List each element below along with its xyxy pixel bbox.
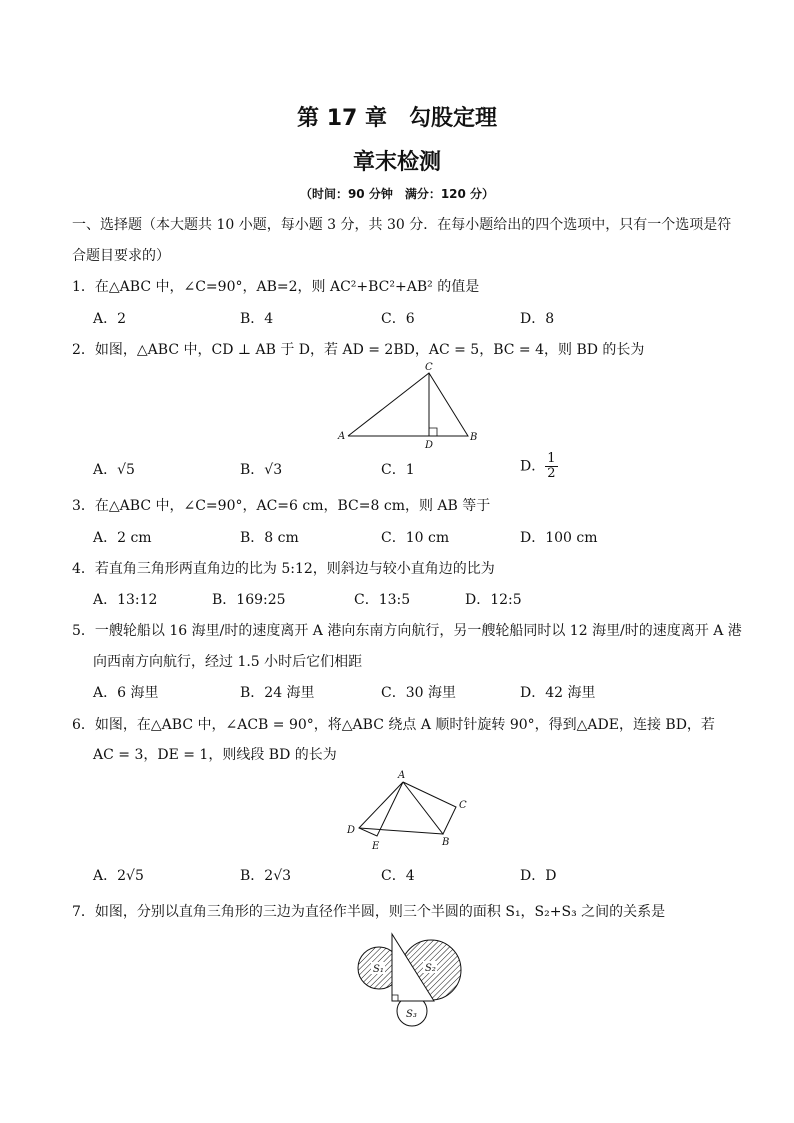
chapter-title: 第 17 章 勾股定理 — [297, 106, 497, 131]
question-6-stem-line2: AC = 3，DE = 1，则线段 BD 的长为 — [93, 747, 337, 763]
q2-option-d — [520, 452, 558, 481]
q2-option-b: B．√3 — [240, 462, 283, 478]
q3-option-a: A．2 cm — [93, 530, 152, 546]
q4-option-b: B．169:25 — [212, 592, 286, 608]
q5-option-c: C．30 海里 — [381, 685, 456, 701]
section-instructions-line1: 一、选择题（本大题共 10 小题，每小题 3 分，共 30 分．在每小题给出的四个选项中，只有一个选项是符 — [72, 217, 732, 233]
q7-label-s3: S₃ — [406, 1009, 417, 1020]
q3-option-d: D．100 cm — [520, 530, 598, 546]
q3-option-b: B．8 cm — [240, 530, 299, 546]
q2-label-a: A — [338, 431, 346, 442]
question-1-stem: 1．在△ABC 中，∠C=90°，AB=2，则 AC²+BC²+AB² 的值是 — [72, 279, 480, 295]
q6-option-c: C．4 — [381, 868, 415, 884]
q1-option-d: D．8 — [520, 311, 555, 327]
q4-option-a: A．13:12 — [93, 592, 158, 608]
question-5-stem-line1: 5．一艘轮船以 16 海里/时的速度离开 A 港向东南方向航行，另一艘轮船同时以 12 海里/时的速度离开 A 港 — [72, 623, 742, 639]
question-7-stem: 7．如图，分别以直角三角形的三边为直径作半圆，则三个半圆的面积 S₁，S₂+S₃ 之间的关系是 — [72, 904, 666, 920]
q2-right-angle-mark — [429, 428, 437, 436]
exam-meta: （时间：90 分钟 满分：120 分） — [299, 187, 495, 201]
q7-figure — [355, 928, 465, 1028]
q2-option-d-fraction — [545, 452, 557, 481]
q2-option-c: C．1 — [381, 462, 415, 478]
q2-option-a: A．√5 — [93, 462, 135, 478]
question-3-stem: 3．在△ABC 中，∠C=90°，AC=6 cm，BC=8 cm，则 AB 等于 — [72, 498, 491, 514]
fraction-denominator: 2 — [547, 466, 556, 481]
q5-option-a: A．6 海里 — [93, 685, 159, 701]
q6-label-c: C — [459, 800, 467, 811]
question-4-stem: 4．若直角三角形两直角边的比为 5:12，则斜边与较小直角边的比为 — [72, 561, 495, 577]
section-instructions-line2: 合题目要求的） — [72, 248, 170, 264]
q6-option-a: A．2√5 — [93, 868, 144, 884]
q6-label-b: B — [442, 837, 450, 848]
q6-option-d: D．D — [520, 868, 557, 884]
question-5-stem-line2: 向西南方向航行，经过 1.5 小时后它们相距 — [93, 654, 363, 670]
q2-label-d: D — [425, 440, 434, 451]
q6-label-e: E — [372, 841, 380, 852]
q7-label-s1: S₁ — [373, 964, 384, 975]
q1-option-a: A．2 — [93, 311, 127, 327]
q2-figure — [333, 360, 483, 450]
q6-label-a: A — [398, 770, 406, 781]
q5-option-b: B．24 海里 — [240, 685, 315, 701]
q6-option-b: B．2√3 — [240, 868, 292, 884]
fraction-numerator: 1 — [547, 451, 556, 466]
q6-figure — [343, 770, 473, 855]
page-title: 章末检测 — [352, 150, 441, 175]
q1-option-b: B．4 — [240, 311, 274, 327]
q4-option-c: C．13:5 — [354, 592, 411, 608]
question-6-stem-line1: 6．如图，在△ABC 中，∠ACB = 90°，将△ABC 绕点 A 顺时针旋转 90°，得到△ADE，连接 BD，若 — [72, 717, 715, 733]
q7-label-s2: S₂ — [425, 963, 436, 974]
q1-option-c: C．6 — [381, 311, 415, 327]
q2-label-b: B — [470, 432, 478, 443]
q6-label-d: D — [347, 825, 356, 836]
q6-triangle-ade — [359, 782, 403, 836]
q5-option-d: D．42 海里 — [520, 685, 596, 701]
q3-option-c: C．10 cm — [381, 530, 450, 546]
q6-triangle-abc — [403, 782, 456, 834]
q2-triangle — [348, 373, 468, 436]
q2-label-c: C — [425, 362, 433, 373]
q2-option-d-label: D． — [520, 458, 546, 475]
question-2-stem: 2．如图，△ABC 中，CD ⊥ AB 于 D，若 AD = 2BD，AC = 5，BC = 4，则 BD 的长为 — [72, 342, 645, 358]
q4-option-d: D．12:5 — [465, 592, 522, 608]
